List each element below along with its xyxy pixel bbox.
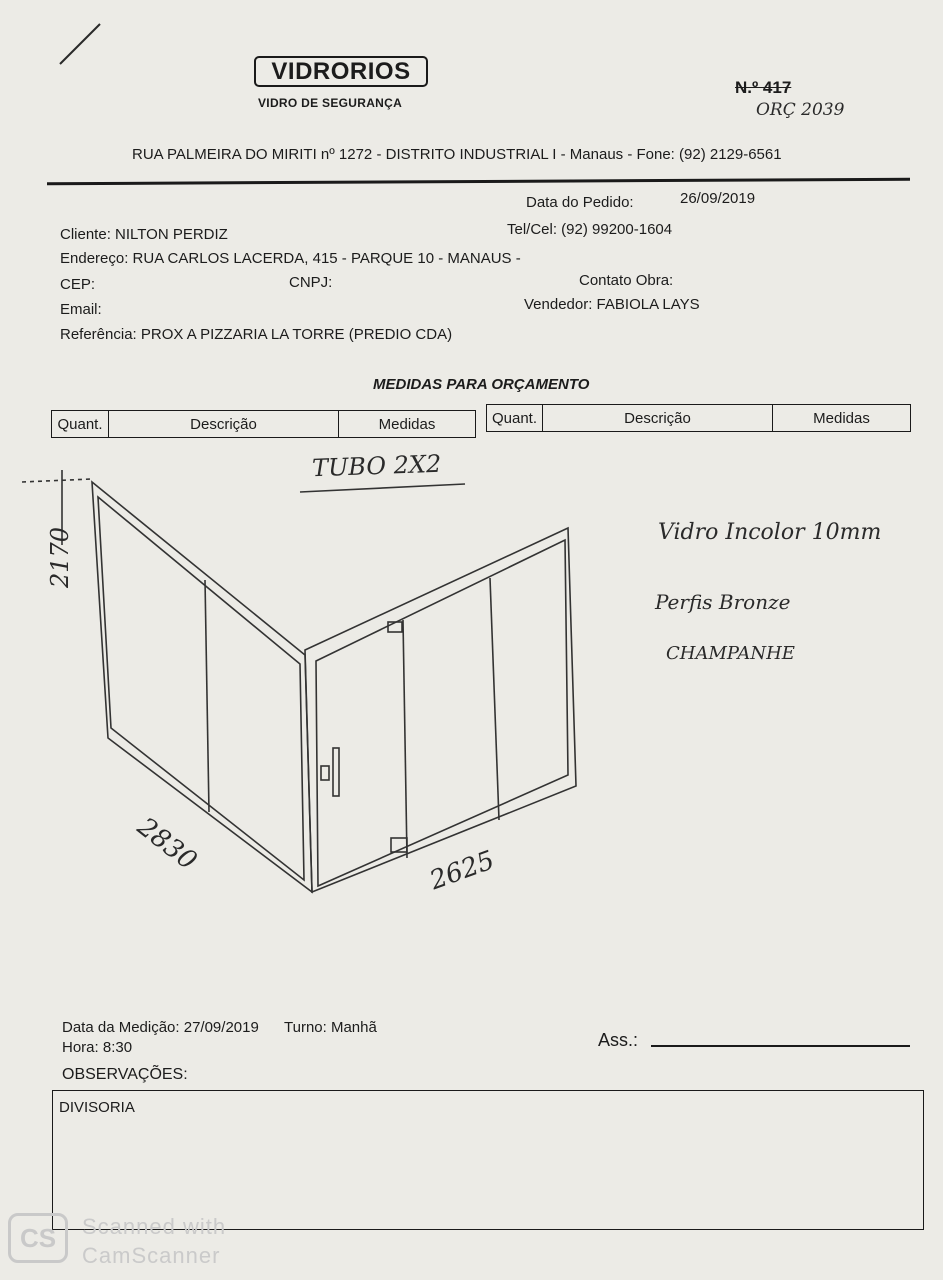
color-note: CHAMPANHE bbox=[666, 643, 795, 664]
camscanner-logo: CS bbox=[8, 1213, 68, 1263]
measure-time: Hora: 8:30 bbox=[62, 1039, 133, 1056]
check-mark bbox=[56, 20, 106, 70]
cep-field: CEP: bbox=[60, 276, 96, 293]
client-address: Endereço: RUA CARLOS LACERDA, 415 - PARQUE 10 - MANAUS - bbox=[60, 250, 521, 267]
observations-text: DIVISORIA bbox=[59, 1099, 135, 1116]
measurements-title: MEDIDAS PARA ORÇAMENTO bbox=[373, 376, 590, 393]
email-field: Email: bbox=[60, 301, 102, 318]
glass-note: Vidro Incolor 10mm bbox=[658, 520, 882, 545]
client-name: Cliente: NILTON PERDIZ bbox=[60, 226, 228, 243]
measurements-table-right bbox=[486, 404, 911, 432]
measure-date: Data da Medição: 27/09/2019 bbox=[62, 1019, 259, 1036]
col-quant: Quant. bbox=[487, 405, 543, 432]
left-width-dimension: 2830 bbox=[131, 812, 203, 877]
col-measures: Medidas bbox=[339, 411, 476, 438]
col-quant: Quant. bbox=[52, 411, 109, 438]
seller-field: Vendedor: FABIOLA LAYS bbox=[524, 296, 700, 313]
observations-label: OBSERVAÇÕES: bbox=[62, 1066, 188, 1083]
col-measures: Medidas bbox=[773, 405, 911, 432]
cnpj-field: CNPJ: bbox=[289, 274, 333, 291]
company-logo: VIDRORIOS bbox=[254, 56, 428, 87]
order-date-label: Data do Pedido: bbox=[526, 194, 634, 211]
col-description: Descrição bbox=[543, 405, 773, 432]
client-phone: Tel/Cel: (92) 99200-1604 bbox=[507, 221, 673, 238]
right-width-dimension: 2625 bbox=[426, 845, 499, 897]
profile-note: Perfis Bronze bbox=[655, 590, 791, 614]
signature-label: Ass.: bbox=[598, 1030, 639, 1050]
measure-shift: Turno: Manhã bbox=[284, 1019, 377, 1036]
col-description: Descrição bbox=[109, 411, 339, 438]
reference-field: Referência: PROX A PIZZARIA LA TORRE (PREDIO CDA) bbox=[60, 326, 453, 343]
contact-field: Contato Obra: bbox=[579, 272, 674, 289]
order-date-value: 26/09/2019 bbox=[680, 190, 756, 207]
camscanner-line1: Scanned with bbox=[82, 1214, 227, 1239]
signature-line bbox=[651, 1045, 910, 1047]
height-dimension: 2170 bbox=[46, 526, 74, 588]
company-tagline: VIDRO DE SEGURANÇA bbox=[258, 96, 403, 110]
observations-box bbox=[52, 1090, 924, 1230]
camscanner-line2: CamScanner bbox=[82, 1243, 221, 1268]
tube-note: TUBO 2X2 bbox=[311, 449, 442, 483]
order-number-struck: N.º 417 bbox=[735, 78, 792, 97]
measurements-table-left bbox=[51, 410, 476, 438]
company-address: RUA PALMEIRA DO MIRITI nº 1272 - DISTRITO INDUSTRIAL I - Manaus - Fone: (92) 2129-6561 bbox=[132, 146, 782, 163]
orc-number: ORÇ 2039 bbox=[756, 100, 845, 120]
header-divider bbox=[47, 178, 910, 186]
